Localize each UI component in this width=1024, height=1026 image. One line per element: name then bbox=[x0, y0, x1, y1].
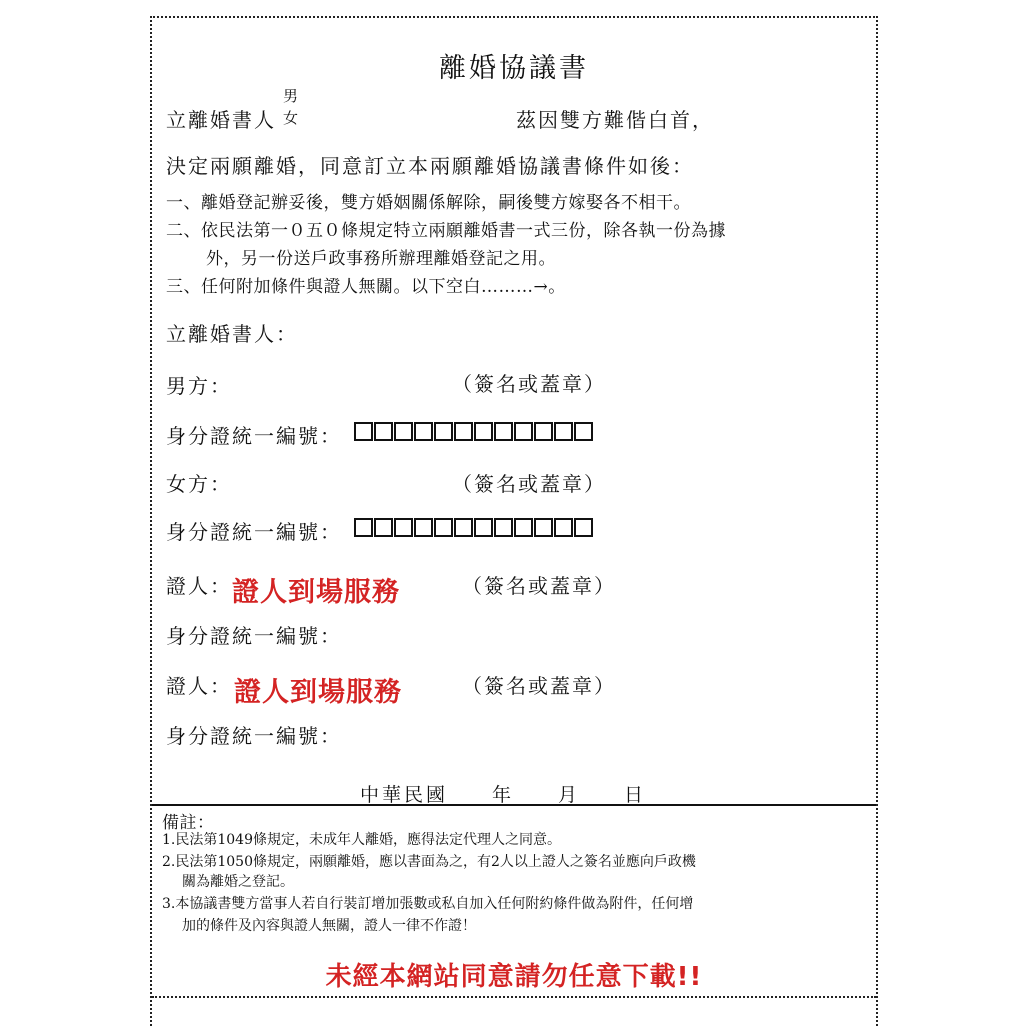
clause-2: 二、依民法第一０五０條規定特立兩願離婚書一式三份，除各執一份為據 bbox=[166, 221, 726, 241]
gender-male: 男 bbox=[283, 87, 299, 105]
clause-2-cont: 外，另一份送戶政事務所辦理離婚登記之用。 bbox=[206, 249, 556, 269]
id-box bbox=[554, 422, 573, 441]
id-box bbox=[394, 518, 413, 537]
clause-1: 一、離婚登記辦妥後，雙方婚姻關係解除，嗣後雙方嫁娶各不相干。 bbox=[166, 193, 691, 213]
witness-2-label: 證人： bbox=[166, 674, 232, 698]
witness-1-id-label: 身分證統一編號： bbox=[166, 624, 342, 648]
date-line: 中華民國 年 月 日 bbox=[360, 784, 647, 806]
witness-1-sign-hint: （簽名或蓋章） bbox=[462, 574, 616, 598]
female-id-boxes bbox=[354, 518, 594, 537]
id-box bbox=[494, 518, 513, 537]
witness-1-label: 證人： bbox=[166, 574, 232, 598]
female-sign-hint: （簽名或蓋章） bbox=[452, 472, 606, 496]
id-box bbox=[354, 422, 373, 441]
notes-heading: 備註： bbox=[162, 813, 215, 833]
id-box bbox=[514, 422, 533, 441]
id-box bbox=[434, 518, 453, 537]
id-box bbox=[574, 422, 593, 441]
intro-line: 決定兩願離婚，同意訂立本兩願離婚協議書條件如後： bbox=[166, 154, 694, 178]
parties-label: 立離婚書人 bbox=[166, 108, 276, 132]
id-box bbox=[574, 518, 593, 537]
male-sign-hint: （簽名或蓋章） bbox=[452, 372, 606, 396]
gender-female: 女 bbox=[283, 109, 299, 127]
witness-2-service: 證人到場服務 bbox=[234, 677, 402, 708]
document-title: 離婚協議書 bbox=[439, 53, 589, 84]
male-label: 男方： bbox=[166, 374, 232, 398]
note-3: 3.本協議書雙方當事人若自行裝訂增加張數或私自加入任何附約條件做為附件，任何增 bbox=[162, 896, 694, 912]
clause-3: 三、任何附加條件與證人無關。以下空白………→。 bbox=[166, 277, 566, 297]
witness-2-id-label: 身分證統一編號： bbox=[166, 724, 342, 748]
id-box bbox=[474, 422, 493, 441]
id-box bbox=[394, 422, 413, 441]
id-box bbox=[354, 518, 373, 537]
female-label: 女方： bbox=[166, 472, 232, 496]
note-2: 2.民法第1050條規定，兩願離婚，應以書面為之，有2人以上證人之簽名並應向戶政機 bbox=[162, 854, 696, 870]
id-box bbox=[374, 518, 393, 537]
note-3-cont: 加的條件及內容與證人無關，證人一律不作證！ bbox=[182, 918, 476, 934]
id-box bbox=[534, 422, 553, 441]
witness-1-service: 證人到場服務 bbox=[232, 577, 400, 608]
male-id-label: 身分證統一編號： bbox=[166, 424, 342, 448]
id-box bbox=[554, 518, 573, 537]
notes-divider bbox=[152, 804, 876, 806]
id-box bbox=[474, 518, 493, 537]
female-id-label: 身分證統一編號： bbox=[166, 520, 342, 544]
note-1: 1.民法第1049條規定，未成年人離婚，應得法定代理人之同意。 bbox=[162, 832, 561, 848]
male-id-boxes bbox=[354, 422, 594, 441]
id-box bbox=[454, 422, 473, 441]
witness-2-sign-hint: （簽名或蓋章） bbox=[462, 674, 616, 698]
id-box bbox=[454, 518, 473, 537]
intro-right: 茲因雙方難偕白首， bbox=[516, 108, 714, 132]
id-box bbox=[514, 518, 533, 537]
id-box bbox=[534, 518, 553, 537]
agreement-page bbox=[150, 16, 878, 1026]
id-box bbox=[414, 518, 433, 537]
download-warning: 未經本網站同意請勿任意下載!! bbox=[325, 962, 703, 992]
id-box bbox=[434, 422, 453, 441]
id-box bbox=[494, 422, 513, 441]
note-2-cont: 關為離婚之登記。 bbox=[182, 874, 294, 890]
id-box bbox=[414, 422, 433, 441]
signers-label: 立離婚書人： bbox=[166, 322, 298, 346]
id-box bbox=[374, 422, 393, 441]
